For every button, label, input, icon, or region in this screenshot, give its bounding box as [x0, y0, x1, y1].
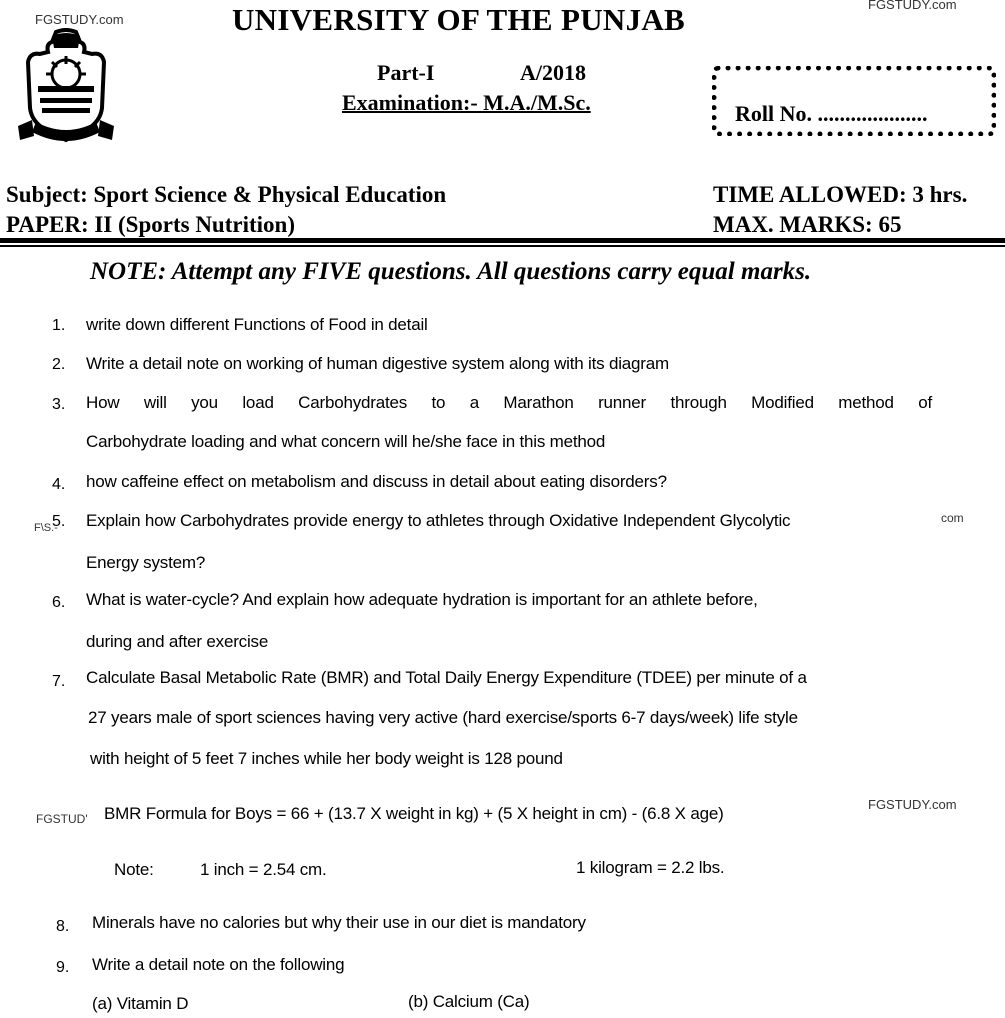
roll-number-label: Roll No. .................... — [735, 101, 928, 126]
question-text: Minerals have no calories but why their use in our diet is mandatory — [92, 913, 586, 932]
question-number: 5. — [52, 513, 66, 530]
question-text: How will you load Carbohydrates to a Marathon runner through Modified method of — [86, 393, 932, 412]
bmr-formula: BMR Formula for Boys = 66 + (13.7 X weight in kg) + (5 X height in cm) - (6.8 X age) — [104, 804, 724, 823]
crest-icon — [12, 28, 120, 148]
roll-number-box — [712, 66, 996, 136]
header-divider-thick — [0, 238, 1005, 243]
subject-label: Subject: Sport Science & Physical Education — [6, 182, 447, 207]
max-marks-label: MAX. MARKS: 65 — [713, 212, 902, 237]
watermark-mid-left: FGSTUD' — [36, 812, 88, 826]
session-label: A/2018 — [520, 60, 586, 85]
question-number: 6. — [52, 594, 66, 611]
watermark-top-left: FGSTUDY.com — [35, 12, 124, 27]
watermark-top-right: FGSTUDY.com — [868, 0, 957, 12]
question-text: during and after exercise — [86, 632, 269, 651]
question-text: with height of 5 feet 7 inches while her body weight is 128 pound — [90, 749, 563, 768]
question-text: Write a detail note on working of human digestive system along with its diagram — [86, 354, 669, 373]
paper-label: PAPER: II (Sports Nutrition) — [6, 212, 295, 237]
question-number: 2. — [52, 356, 66, 373]
question-text: 27 years male of sport sciences having very active (hard exercise/sports 6-7 days/week) life style — [88, 708, 798, 727]
question-text: how caffeine effect on metabolism and discuss in detail about eating disorders? — [86, 472, 667, 491]
header-divider-thin — [0, 245, 1005, 247]
question-number: 7. — [52, 673, 66, 690]
question-number: 1. — [52, 317, 66, 334]
question-text: Explain how Carbohydrates provide energy to athletes through Oxidative Independent Glycolytic — [86, 511, 791, 530]
part-label: Part-I — [377, 60, 435, 85]
question-number: 3. — [52, 396, 66, 413]
university-crest-logo — [12, 28, 120, 148]
question-text: write down different Functions of Food in detail — [86, 315, 428, 334]
watermark-mid-right: FGSTUDY.com — [868, 797, 957, 812]
question-number: 9. — [56, 959, 70, 976]
instructions-note: NOTE: Attempt any FIVE questions. All questions carry equal marks. — [90, 258, 812, 285]
time-allowed-label: TIME ALLOWED: 3 hrs. — [713, 182, 968, 207]
watermark-q5-right: com — [941, 511, 964, 525]
question-number: 4. — [52, 476, 66, 493]
q9-part-b: (b) Calcium (Ca) — [408, 992, 530, 1011]
watermark-q5-left: F\S.‐ — [34, 522, 58, 534]
q9-part-a: (a) Vitamin D — [92, 994, 189, 1013]
question-text: Calculate Basal Metabolic Rate (BMR) and Total Daily Energy Expenditure (TDEE) per minute of a — [86, 668, 807, 687]
question-number: 8. — [56, 918, 70, 935]
conversion-note-label: Note: — [114, 860, 154, 879]
question-text: Carbohydrate loading and what concern will he/she face in this method — [86, 432, 606, 451]
question-text: Write a detail note on the following — [92, 955, 345, 974]
question-text: What is water-cycle? And explain how adequate hydration is important for an athlete before, — [86, 590, 758, 609]
conversion-inch: 1 inch = 2.54 cm. — [200, 860, 327, 879]
question-text: Energy system? — [86, 553, 206, 572]
examination-label: Examination:- M.A./M.Sc. — [342, 90, 591, 115]
university-title: UNIVERSITY OF THE PUNJAB — [232, 2, 686, 37]
conversion-kilogram: 1 kilogram = 2.2 lbs. — [576, 858, 725, 877]
